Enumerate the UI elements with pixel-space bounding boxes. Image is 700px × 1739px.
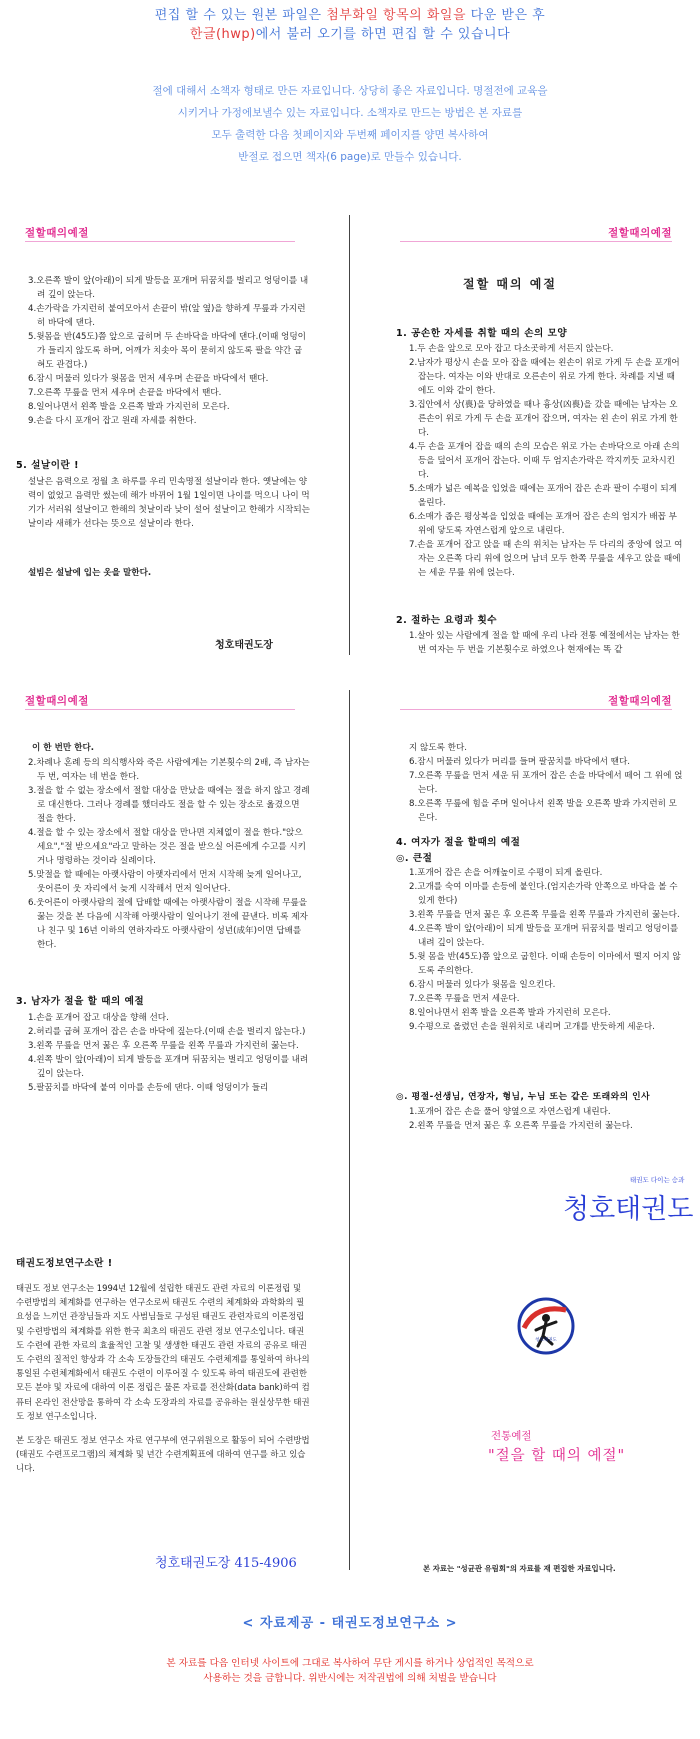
- center-divider: [349, 215, 350, 655]
- paragraph: 설날은 음력으로 정월 초 하루를 우리 민속명절 설날이라 한다. 옛날에는 양력이 없었고 음력만 썼는데 해가 바뀌어 1월 1일이면 나이를 먹으니 나이 먹기가 서러워 설날이고 한해의 첫날이라 낮이 설어 설날이고 한해가 시작되는 날이라 새해가 선다는 뜻으로 설날이라 한다.: [28, 477, 310, 529]
- list-item: 5.맞절을 할 때에는 아랫사람이 아랫자리에서 먼저 시작해 늦게 일어나고, 웃어른이 웃 자리에서 늦게 시작해서 먼저 일어난다.: [28, 870, 302, 894]
- booklet-title: "절을 할 때의 예절": [488, 1448, 626, 1464]
- page2-list: [409, 629, 683, 657]
- list-item: 6.잠시 머물러 있다가 윗몸을 먼저 세우며 손끝을 바닥에서 땐다.: [28, 374, 269, 384]
- list-item: 3.오른쪽 발이 앞(아래)이 되게 발등을 포개며 뒤꿈치를 벌리고 엉덩이를 내려 깊이 앉는다.: [28, 276, 309, 300]
- list-item: 6.소매가 좁은 평상복을 입었을 때에는 포개어 잡은 손의 엄지가 배꼽 부위에 닿도록 자연스럽게 앞으로 내린다.: [409, 512, 677, 536]
- paragraph: 본 도장은 태권도 정보 연구소 자료 연구부에 연구위원으로 활동이 되어 수련방법(태권도 수련프로그램)의 체계화 및 년간 수련계획표에 대하여 연구를 하고 있습니다.: [16, 1435, 310, 1474]
- brand-logo-text: 청호태권도: [563, 1194, 694, 1225]
- intro-line: 시키거나 가정에보낼수 있는 자료입니다. 소책자로 만드는 방법은 본 자료를: [177, 107, 523, 119]
- list-item: 2.허리를 굽혀 포개어 잡은 손을 바닥에 짚는다.(이때 손을 벌리지 않는다.): [28, 1027, 306, 1037]
- list-item: 2.차례나 혼례 등의 의식행사와 죽은 사람에게는 기본횟수의 2배, 즉 남자는 두 번, 여자는 네 번을 한다.: [28, 758, 310, 782]
- bold-note: 설빔은 설날에 입는 옷을 말한다.: [28, 568, 152, 578]
- page-title: 절할때의예절: [608, 227, 672, 239]
- list-item: 5.소매가 넓은 예복을 입었을 때에는 포개어 잡은 손과 팔이 수평이 되게 올린다.: [409, 484, 677, 508]
- page-title: 절할때의예절: [608, 695, 672, 707]
- brand-tagline: 태권도 다이는 승과: [630, 1176, 685, 1184]
- page4-list: [409, 741, 683, 825]
- list-item: 3.절을 할 수 없는 장소에서 절할 대상을 만났을 때에는 절을 하지 않고 경례로 대신한다. 그러나 경례를 했더라도 절을 할 수 있는 장소로 옮겼으면 절을 한다.: [28, 786, 310, 824]
- list-item: 1.손을 포개어 잡고 대상을 향해 선다.: [28, 1013, 169, 1023]
- warning-line: 본 자료를 다음 인터넷 사이트에 그대로 복사하여 무단 게시를 하거나 상업적인 목적으로: [166, 1658, 534, 1669]
- list-item: 3.집안에서 상(喪)을 당하였을 때나 흉상(凶喪)을 갔을 때에는 남자는 오른손이 위로 가게 두 손을 포개어 잡으며, 여자는 왼 손이 위로 가게 한다.: [409, 400, 678, 438]
- title-underline: [400, 709, 672, 710]
- title-underline: [25, 241, 295, 242]
- list-item: 2.왼쪽 무릎을 먼저 꿇은 후 오른쪽 무릎을 가지런히 꿇는다.: [409, 1121, 633, 1131]
- header-line-1: [0, 6, 700, 26]
- header-text: 다운 받은 후: [466, 8, 546, 23]
- header-hwp-text: 한글(hwp): [189, 27, 256, 42]
- subsection-heading: ◎. 큰절: [396, 853, 433, 864]
- list-item: 7.오른쪽 무릎을 먼저 세운 뒤 포개어 잡은 손을 바닥에서 떼어 그 위에 얹는다.: [409, 771, 683, 795]
- page-title: 절할때의예절: [25, 227, 89, 239]
- page3-list: [28, 756, 310, 952]
- list-item: 5.윗몸을 반(45도)쯤 앞으로 굽히며 두 손바닥을 바닥에 댄다.(이때 엉덩이가 들리지 않도록 하며, 어깨가 치솟아 목이 묻히지 않도록 팔을 약간 굽혀도 관겹다.): [28, 332, 306, 370]
- section-heading: 3. 남자가 절을 할 때의 예절: [16, 996, 145, 1007]
- list-item: 8.일어나면서 왼쪽 발을 오른쪽 발과 가지런히 모은다.: [409, 1008, 611, 1018]
- page4-list: [409, 866, 683, 1034]
- taekwondo-logo: [516, 1296, 576, 1356]
- title-underline: [25, 709, 295, 710]
- list-item: 4.절을 할 수 있는 장소에서 절할 대상을 만나면 지체없이 절을 한다."앉으세요","절 받으세요"라고 말하는 것은 절을 받으실 어른에게 수고를 시키거나 명령하는 것이라 실례이다.: [28, 828, 306, 866]
- list-item: 4.두 손을 포개어 잡을 때의 손의 모습은 위로 가는 손바닥으로 아래 손의 등을 덮어서 포개어 잡는다. 이때 두 엄지손가락은 깍지끼듯 교차시킨다.: [409, 442, 680, 480]
- intro-line: 반절로 접으면 책자(6 page)로 만들수 있습니다.: [238, 151, 462, 163]
- logo-caption: 청호태권도: [535, 1338, 557, 1343]
- list-item: 6.잠시 머물러 있다가 윗몸을 일으킨다.: [409, 980, 556, 990]
- intro-block: [0, 80, 700, 168]
- list-item: 9.수평으로 올렸던 손을 원위치로 내리며 고개를 반듯하게 세운다.: [409, 1022, 655, 1032]
- list-item: 4.손가락을 가지런히 붙여모아서 손끝이 밖(앞 옆)을 향하게 무릎과 가지런히 바닥에 댄다.: [28, 304, 306, 328]
- list-item: 9.손을 다시 포개어 잡고 원래 자세를 취한다.: [28, 416, 197, 426]
- list-item: 6.잠시 머물러 있다가 머리를 들며 팔꿈치를 바닥에서 땐다.: [409, 757, 630, 767]
- list-item: 1.살아 있는 사람에게 절을 할 때에 우리 나라 전통 예절에서는 남자는 한 번 여자는 두 번을 기본횟수로 하였으나 현재에는 똑 같: [409, 631, 680, 655]
- title-underline: [400, 241, 672, 242]
- page-title: 절할때의예절: [25, 695, 89, 707]
- list-item: 1.포개어 잡은 손을 풀어 양옆으로 자연스럽게 내린다.: [409, 1107, 611, 1117]
- intro-line: 절에 대해서 소책자 형태로 만든 자료입니다. 상당히 좋은 자료입니다. 명절전에 교육을: [152, 85, 548, 97]
- section-heading: 1. 공손한 자세를 취할 때의 손의 모양: [396, 328, 568, 339]
- header-text: 편집 할 수 있는 원본 파일은: [154, 8, 327, 23]
- list-item: 8.오른쪽 무릎에 힘을 주며 일어나서 왼쪽 발을 오른쪽 발과 가지런히 모은다.: [409, 799, 677, 823]
- section-heading: 2. 절하는 요령과 횟수: [396, 615, 497, 626]
- list-item: 1.포개어 잡은 손을 어깨높이로 수평이 되게 올린다.: [409, 868, 603, 878]
- list-item: 3.왼쪽 무릎을 먼저 꿇은 후 오른쪽 무릎을 왼쪽 무릎과 가지런히 꿇는다.: [409, 910, 680, 920]
- provider-line: < 자료제공 - 태권도정보연구소 >: [242, 1616, 458, 1631]
- category-tag: 전통예절: [491, 1430, 532, 1442]
- list-item: 1.두 손을 앞으로 모아 잡고 다소곳하게 서든지 앉는다.: [409, 344, 614, 354]
- list-item: 2.남자가 평상시 손을 모아 잡을 때에는 왼손이 위로 가게 두 손을 포개어 잡는다. 여자는 이와 반대로 오른손이 위로 가게 한다. 차례를 지낼 때에도 이와 같이 한다.: [409, 358, 680, 396]
- warning-line: 사용하는 것을 금합니다. 위반시에는 저작권법에 의해 처벌을 받습니다: [203, 1673, 497, 1684]
- lead-text: 이 한 번만 한다.: [32, 743, 95, 753]
- list-item: 5.팔꿈치를 바닥에 붙여 이마를 손등에 댄다. 이때 엉덩이가 들리: [28, 1083, 269, 1093]
- list-item: 7.손을 포개어 잡고 앉을 때 손의 위치는 남자는 두 다리의 중앙에 얹고 여자는 오른쪽 다리 위에 얹으며 남녀 모두 한쪽 무릎을 세우고 앉을 때에는 세운 무릎 위에 얹는다.: [409, 540, 683, 578]
- paragraph: 태권도 정보 연구소는 1994년 12월에 설립한 태권도 관련 자료의 이론정립 및 수련방법의 체계화를 연구하는 연구소로써 태권도 수련의 체계화와 과학화의 필요성을 느끼던 관장님들과 지도 사범님들로 구성된 태권도 관련자료의 이론정립 및 수련방법의 체계화를 위한 한국 최초의 태권도 관련 정보 연구소입니다. 태권도 수련에 관한 자료의 효율적인 고찰 및 생생한 태권도 관련 자료의 공유로 태권도 수련의 질적인 향상과 각 소속 도장들간의 태권도 수련체계를 통일하여 하나의 통일된 수련체계화에서 태권도 수련이 이루어질 수 있도록 하여 태권도에 관련한 모든 분야 및 자료에 대하여 이론 정립은 물론 자료를 전산화(data bank)하여 컴퓨터 온라인 전산망을 통하여 각 소속 도장과의 자료를 공유하는 원실상무한 태권도 정보 연구소입니다.: [16, 1283, 310, 1421]
- subsection-heading: ◎. 평절-선생님, 연장자, 형님, 누님 또는 같은 또래와의 인사: [396, 1092, 651, 1102]
- list-item: 5.윗 몸을 반(45도)쯤 앞으로 굽힌다. 이때 손등이 이마에서 떨지 어지 않도록 주의한다.: [409, 952, 681, 976]
- list-item: 3.왼쪽 무릎을 먼저 꿇은 후 오른쪽 무릎을 왼쪽 무릎과 가지런히 꿇는다.: [28, 1041, 299, 1051]
- page-heading: 절할 때의 예절: [463, 277, 557, 291]
- intro-line: 모두 출력한 다음 첫페이지와 두번째 페이지를 양면 복사하여: [211, 129, 489, 141]
- header-text: 에서 불러 오기를 하면 편집 할 수 있습니다: [255, 27, 511, 42]
- section-heading: 4. 여자가 절을 할때의 예절: [396, 837, 521, 848]
- page2-list: [409, 342, 683, 580]
- copyright-warning: [0, 1656, 700, 1686]
- section-heading: 태권도정보연구소란 !: [16, 1258, 113, 1269]
- header-attachment-text: 첨부화일 항목의 화일을: [326, 8, 467, 23]
- list-item: 7.오른쪽 무릎을 먼저 세운다.: [409, 994, 520, 1004]
- section-heading: 5. 설날이란 !: [16, 460, 79, 471]
- list-item: 지 않도록 한다.: [409, 743, 468, 753]
- header-line-2: [0, 25, 700, 45]
- list-item: 2.고개를 숙여 이마를 손등에 붙인다.(엄지손가락 안쪽으로 바닥을 볼 수 있게 한다): [409, 882, 678, 906]
- list-item: 4.오른쪽 발이 앞(아래)이 되게 발등을 포개며 뒤꿈치를 벌리고 엉덩이를 내려 깊이 앉는다.: [409, 924, 679, 948]
- list-item: 6.웃어른이 아랫사람의 절에 답배할 때에는 아랫사람이 절을 시작해 무릎을 꿇는 것을 본 다음에 시작해 아랫사람이 일어나기 전에 끝낸다. 비록 제자나 친구 및 16년 이하의 연하자라도 아랫사람이 성년(成年)이면 답배를 한다.: [28, 898, 308, 950]
- dojang-contact: 청호태권도장 415-4906: [155, 1556, 297, 1571]
- signature: 청호태권도장: [215, 640, 273, 651]
- center-divider: [349, 690, 350, 1570]
- page1-body: [28, 274, 310, 428]
- page4-list: [409, 1105, 683, 1133]
- source-credit: 본 자료는 "성균관 유림회"의 자료를 재 편집한 자료입니다.: [423, 1564, 616, 1573]
- list-item: 4.왼쪽 발이 앞(아래)이 되게 발등을 포개며 뒤꿈치는 벌리고 엉덩이를 내려 깊이 앉는다.: [28, 1055, 309, 1079]
- list-item: 8.일어나면서 왼쪽 발을 오른쪽 발과 가지런히 모은다.: [28, 402, 230, 412]
- list-item: 7.오른쪽 무릎을 먼저 세우며 손끝을 바닥에서 땐다.: [28, 388, 222, 398]
- page3-list: [28, 1011, 310, 1095]
